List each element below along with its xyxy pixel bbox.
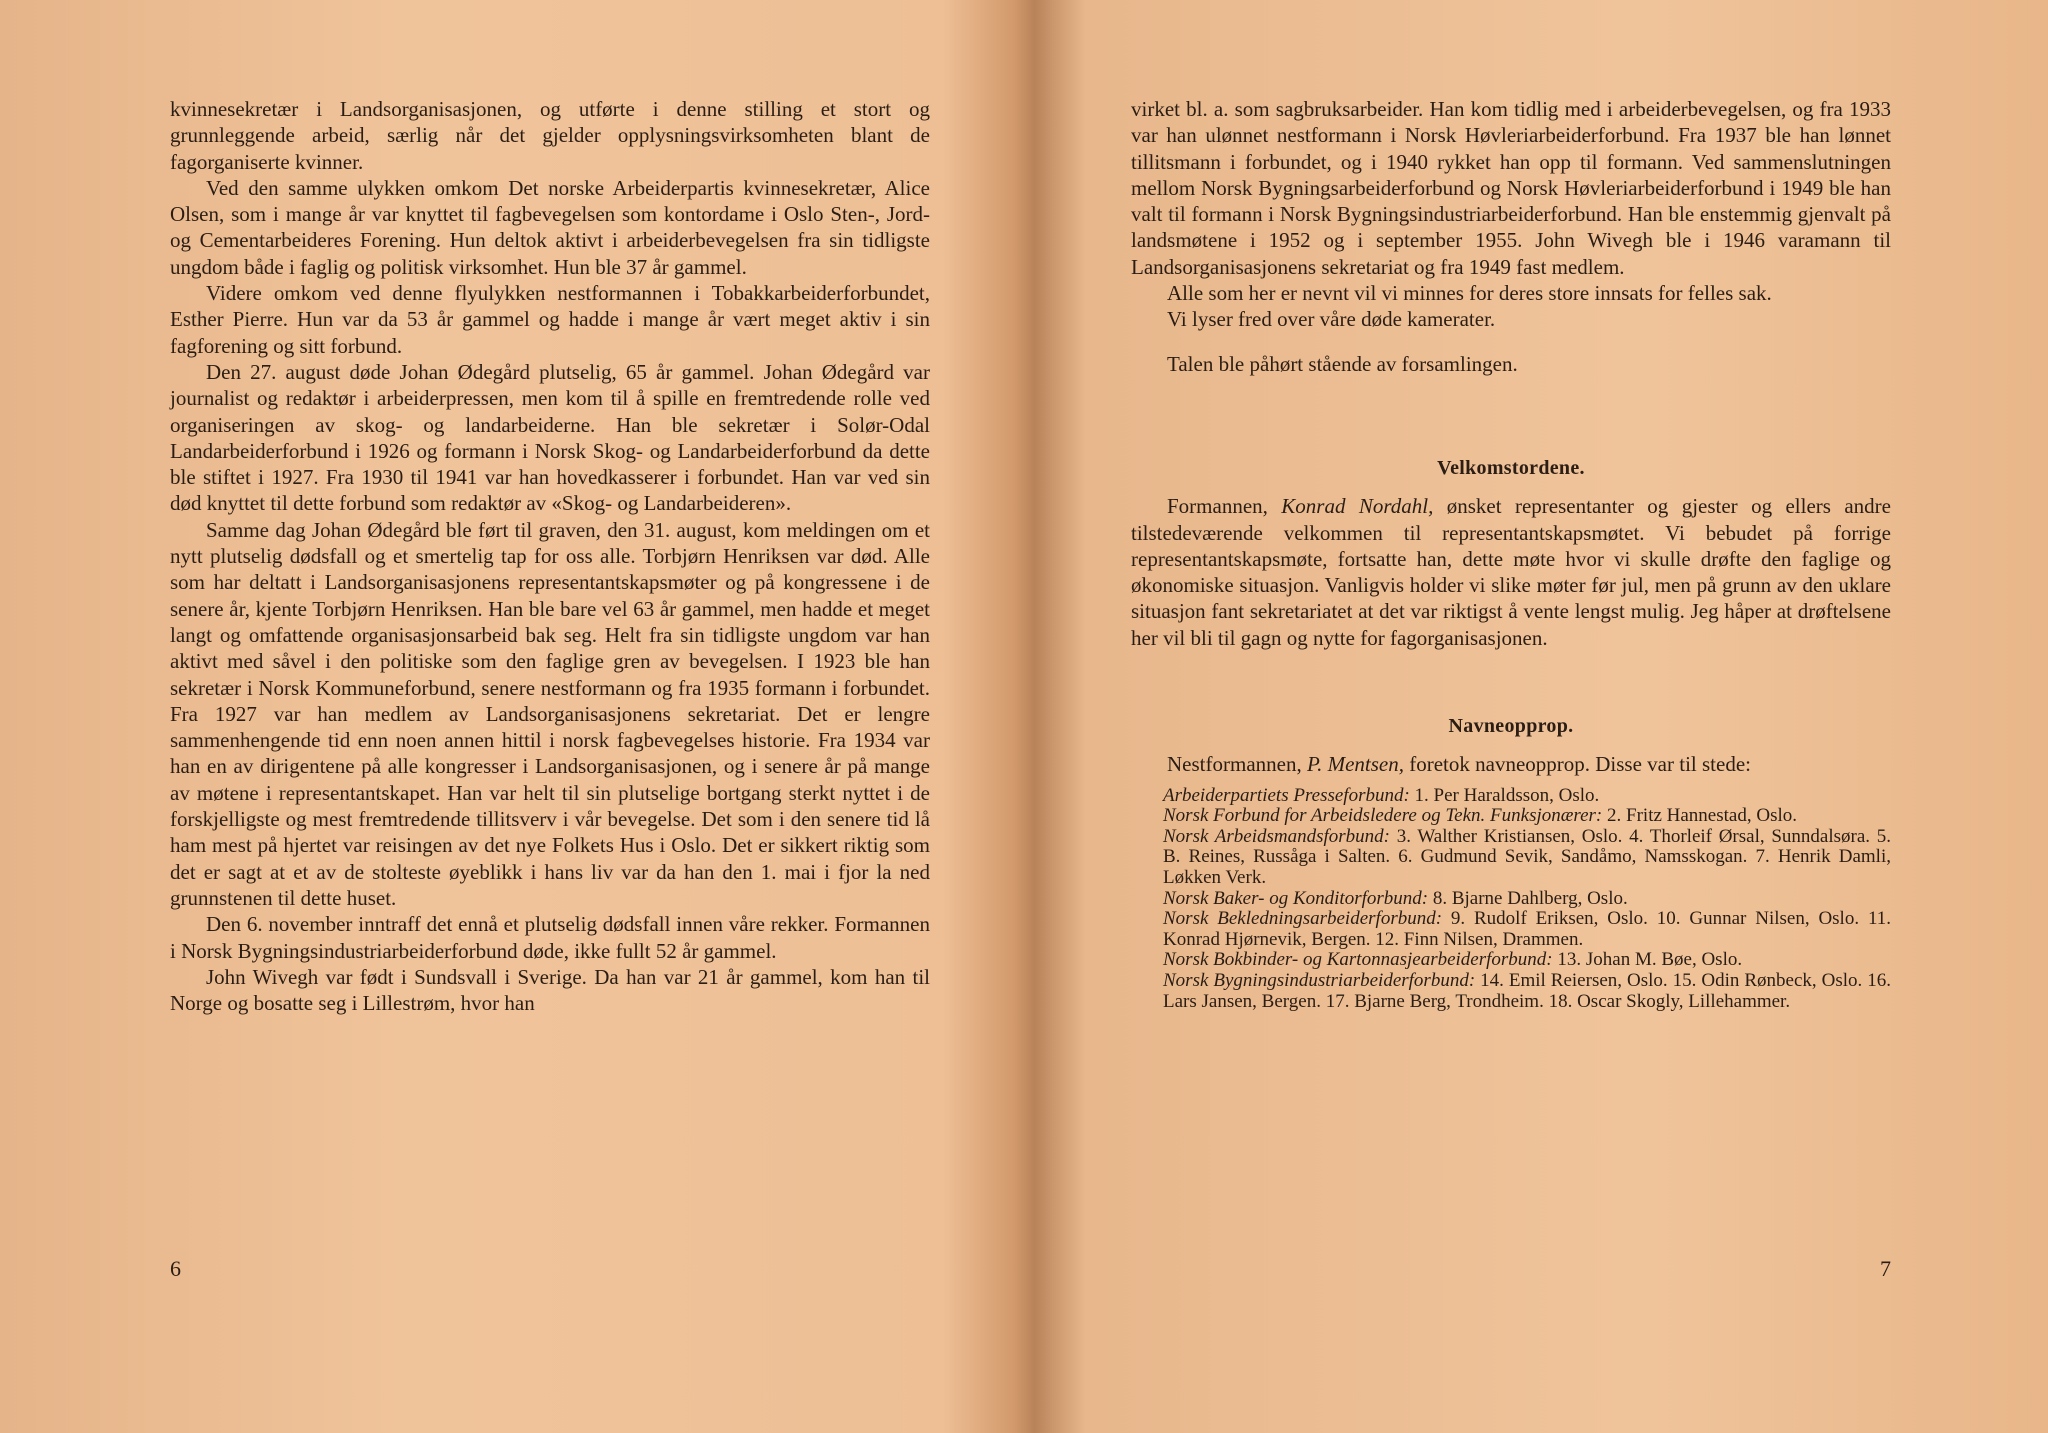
paragraph: Den 27. august døde Johan Ødegård plutselig, 65 år gammel. Johan Ødegård var journalist og redaktør i arbeiderpressen, men kom til å spille en fremtredende rolle ved organiseringen av skog- og landarbeiderne. Han ble sekretær i Solør-Odal Landarbeiderforbund i 1926 og formann i Norsk Skog- og Landarbeiderforbund da dette ble stiftet i 1927. Fra 1930 til 1941 var han hovedkasserer i forbundet. Han var ved sin død knyttet til dette forbund som redaktør av «Skog- og Landarbeideren». <box>170 359 930 516</box>
roll-call-intro <box>1131 751 1891 777</box>
paragraph: Vi lyser fred over våre døde kamerater. <box>1167 307 1496 332</box>
union-name: Norsk Forbund for Arbeidsledere og Tekn. Funksjonærer: <box>1163 805 1603 827</box>
roll-call-entry <box>1131 950 1891 971</box>
delegate-names: 3. Walther Kristiansen, Oslo. 4. Thorleif Ørsal, Sunndalsøra. 5. B. Reines, Russåga i Salten. 6. Gudmund Sevik, Sandåmo, Namsskogan. 7. Henrik Damli, Løkken Verk. <box>1163 825 1891 889</box>
union-name: Norsk Bygningsindustriarbeiderforbund: <box>1163 969 1476 991</box>
paragraph: virket bl. a. som sagbruksarbeider. Han kom tidlig med i arbeiderbevegelsen, og fra 1933 var han ulønnet nestformann i Norsk Høvleriarbeiderforbund. Fra 1937 ble han lønnet tillitsmann i forbundet, og i 1940 rykket han opp til formann. Ved sammenslutningen mellom Norsk Bygningsarbeiderforbund og Norsk Høvleriarbeiderforbund i 1949 ble han valt til formann i Norsk Bygningsindustriarbeiderforbund. Han ble enstemmig gjenvalt på landsmøtene i 1952 og i september 1955. John Wivegh ble i 1946 varamann til Landsorganisasjonens sekretariat og fra 1949 fast medlem. <box>1131 97 1891 279</box>
union-name: Norsk Baker- og Konditorforbund: <box>1163 887 1429 909</box>
right-page-body <box>1131 96 1891 1012</box>
left-page-body <box>170 96 930 1016</box>
union-name: Norsk Arbeidsmandsforbund: <box>1163 825 1390 847</box>
paragraph: Ved den samme ulykken omkom Det norske Arbeiderpartis kvinnesekretær, Alice Olsen, som i mange år var knyttet til fagbevegelsen som kontordame i Oslo Sten-, Jord- og Cementarbeideres Forening. Hun deltok aktivt i arbeiderbevegelsen fra sin tidligste ungdom både i faglig og politisk virksomhet. Hun ble 37 år gammel. <box>170 175 930 279</box>
delegate-names: 1. Per Haraldsson, Oslo. <box>1409 784 1600 806</box>
right-page <box>1028 0 2048 1433</box>
roll-call-lead: Nestformannen, <box>1167 752 1307 777</box>
page-number: 6 <box>170 1256 181 1281</box>
roll-call-intro-text: foretok navneopprop. Disse var til stede: <box>1403 752 1751 777</box>
welcome-lead: Formannen, <box>1167 494 1282 519</box>
roll-call-entry <box>1131 827 1891 889</box>
page-number: 7 <box>1880 1256 1891 1281</box>
delegate-names: 2. Fritz Hannestad, Oslo. <box>1602 805 1797 827</box>
chairman-name: Konrad Nordahl, <box>1281 494 1434 519</box>
paragraph: Den 6. november inntraff det ennå et plutselig dødsfall innen våre rekker. Formannen i Norsk Bygningsindustriarbeiderforbund døde, ikke fullt 52 år gammel. <box>170 912 930 963</box>
roll-call-entry <box>1131 806 1891 827</box>
paragraph: Videre omkom ved denne flyulykken nestformannen i Tobakkarbeiderforbundet, Esther Pierre. Hun var da 53 år gammel og hadde i mange år vært meget aktiv i sin fagforening og sitt forbund. <box>170 281 930 358</box>
delegate-names: 13. Johan M. Bøe, Oslo. <box>1552 949 1743 971</box>
section-heading-welcome: Velkomstordene. <box>1437 456 1585 479</box>
delegate-names: 9. Rudolf Eriksen, Oslo. 10. Gunnar Nilsen, Oslo. 11. Konrad Hjørnevik, Bergen. 12. Finn Nilsen, Drammen. <box>1163 908 1891 950</box>
delegate-names: 14. Emil Reiersen, Oslo. 15. Odin Rønbeck, Oslo. 16. Lars Jansen, Bergen. 17. Bjarne Berg, Trondheim. 18. Oscar Skogly, Lillehammer. <box>1163 969 1891 1012</box>
union-name: Norsk Bokbinder- og Kartonnasjearbeiderforbund: <box>1163 949 1553 971</box>
union-name: Norsk Bekledningsarbeiderforbund: <box>1163 908 1443 930</box>
welcome-paragraph <box>1131 493 1891 651</box>
closing-note: Talen ble påhørt stående av forsamlingen. <box>1167 351 1518 376</box>
paragraph: Samme dag Johan Ødegård ble ført til graven, den 31. august, kom meldingen om et nytt plutselig dødsfall og et smertelig tap for oss alle. Torbjørn Henriksen var død. Alle som har deltatt i Landsorganisasjonens representantskapsmøter og på kongressene i de senere år, kjente Torbjørn Henriksen. Han ble bare vel 63 år gammel, men hadde et meget langt og omfattende organisasjonsarbeid bak seg. Helt fra sin tidligste ungdom var han aktivt med såvel i den politiske som den faglige gren av bevegelsen. I 1923 ble han sekretær i Norsk Kommuneforbund, senere nestformann og fra 1935 formann i forbundet. Fra 1927 var han medlem av Landsorganisasjonens sekretariat. Det er lengre sammenhengende tid enn noen annen hittil i norsk fagbevegelses historie. Fra 1934 var han en av dirigentene på alle kongresser i Landsorganisasjonen, og i senere år på mange av møtene i representantskapet. Han var helt til sin plutselige bortgang sterkt nyttet i de forskjelligste og mest fremtredende tillitsverv i vår bevegelse. Det som i den senere tid lå ham mest på hjertet var reisingen av det nye Folkets Hus i Oslo. Det er sikkert riktig som det er sagt at et av de stolteste øyeblikk i hans liv var da han den 1. mai i fjor la ned grunnstenen til dette huset. <box>170 517 930 910</box>
section-heading-roll-call: Navneopprop. <box>1448 715 1574 738</box>
union-name: Arbeiderpartiets Presseforbund: <box>1163 784 1410 806</box>
welcome-text: ønsket representanter og gjester og ellers andre tilstedeværende velkommen til representantskapsmøtet. Vi bebudet på forrige representantskapsmøte, fortsatte han, dette møte hvor vi skulle drøfte den faglige og økonomiske situasjon. Vanligvis holder vi slike møter før jul, men på grunn av den uklare situasjon fant sekretariatet at det var riktigst å vente lengst mulig. Jeg håper at drøftelsene her vil bli til gagn og nytte for fagorganisasjonen. <box>1131 494 1891 650</box>
roll-call-entry <box>1131 909 1891 950</box>
paragraph: kvinnesekretær i Landsorganisasjonen, og utførte i denne stilling et stort og grunnleggende arbeid, særlig når det gjelder opplysningsvirksomheten blant de fagorganiserte kvinner. <box>170 97 930 174</box>
paragraph: Alle som her er nevnt vil vi minnes for deres store innsats for felles sak. <box>1167 281 1772 306</box>
roll-call-entry <box>1131 889 1891 910</box>
roll-call-entry <box>1131 971 1891 1012</box>
vice-chairman-name: P. Mentsen, <box>1306 752 1404 777</box>
delegate-names: 8. Bjarne Dahlberg, Oslo. <box>1428 887 1628 909</box>
roll-call-entry <box>1131 786 1891 807</box>
paragraph: John Wivegh var født i Sundsvall i Sverige. Da han var 21 år gammel, kom han til Norge og bosatte seg i Lillestrøm, hvor han <box>170 964 930 1016</box>
left-page <box>0 0 1020 1433</box>
